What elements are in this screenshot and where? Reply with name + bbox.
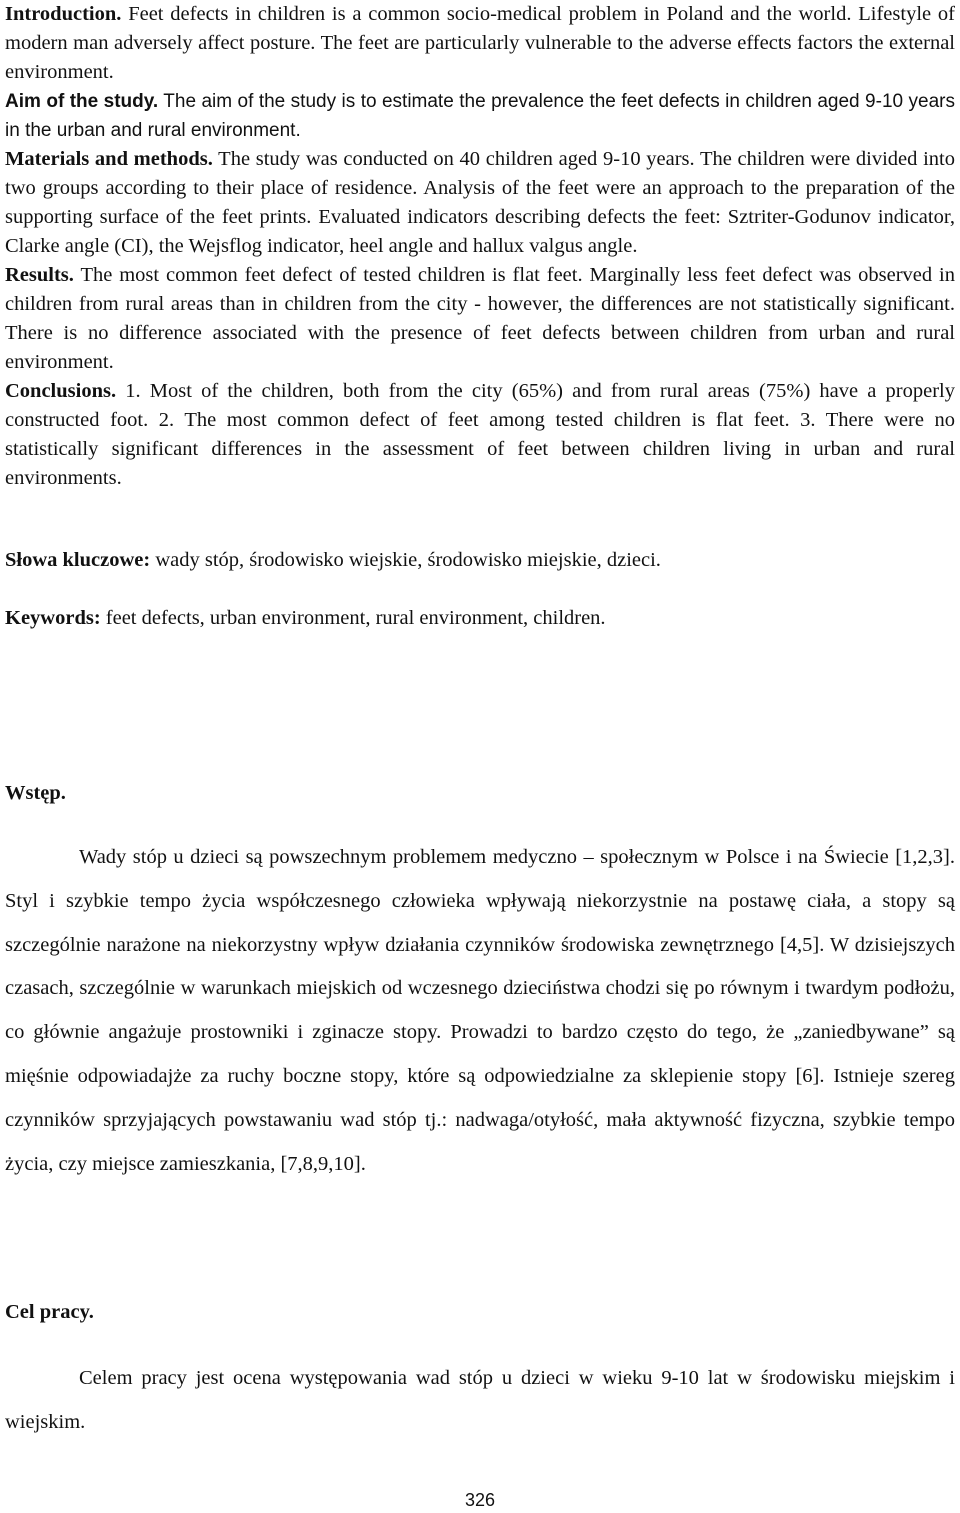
methods-text-2: The children were divided into two groups according to their place of residence. [5,148,955,199]
results-text: The most common feet defect of tested children is flat feet. Marginally less feet defect was observed in children from rural areas than in children from the city - however, the differences are not statistically significant. There is no difference associated with the presence of feet defects between children from urban and rural environment. [5,264,955,373]
methods-text-3: Analysis of the feet were an approach to the preparation of the supporting surface of the feet prints. [5,177,955,228]
section-heading-intro: Wstęp. [5,782,66,804]
intro-label: Introduction. [5,3,122,25]
keywords-en [5,604,606,633]
intro-text: Feet defects in children is a common socio-medical problem in Poland and the world. Lifestyle of modern man adversely affect posture. The feet are particularly vulnerable to the adverse effects factors the external environment. [5,3,955,83]
keywords-pl-text: wady stóp, środowisko wiejskie, środowisko miejskie, dzieci. [150,549,661,571]
keywords-pl [5,546,661,575]
keywords-pl-label: Słowa kluczowe: [5,549,151,571]
page [5,0,955,1433]
section-heading-aim: Cel pracy. [5,1301,94,1323]
conclusions-text: 1. Most of the children, both from the city (65%) and from rural areas (75%) have a properly constructed foot. 2. The most common defect of feet among tested children is flat feet. 3. There were no statistically significant differences in the assessment of feet between children living in urban and rural environments. [5,380,955,489]
page-number: 326 [464,1490,496,1510]
abstract [5,0,955,493]
conclusions-label: Conclusions. [5,380,117,402]
aim-label: Aim of the study. [5,91,159,112]
section-aim-text: Celem pracy jest ocena występowania wad stóp u dzieci w wieku 9-10 lat w środowisku miejskim i wiejskim. [5,1367,955,1433]
keywords-en-label: Keywords: [5,607,101,629]
keywords-en-text: feet defects, urban environment, rural environment, children. [100,607,606,629]
abstract-paragraph [5,0,955,493]
aim-text: The aim of the study is to estimate the prevalence the feet defects in children aged 9-10 years in the urban and rural environment. [5,91,955,141]
methods-label: Materials and methods. [5,148,213,170]
results-label: Results. [5,264,74,286]
methods-text-1: The study was conducted on 40 children aged 9-10 years. [212,148,695,170]
section-intro-text: Wady stóp u dzieci są powszechnym problemem medyczno – społecznym w Polsce i na Świecie [1,2,3]. Styl i szybkie tempo życia współczesnego człowieka wpływają niekorzystnie na postawę ciała, a stopy są szczególnie narażone na niekorzystny wpływ działania czynników środowiska zewnętrznego [4,5]. W dzisiejszych czasach, szczególnie w warunkach miejskich od wczesnego dzieciństwa chodzi się po równym i twardym podłożu, co głównie angażuje prostowniki i zginacze stopy. Prowadzi to bardzo często do tego, że „zaniedbywane” są mięśnie odpowiadajże za ruchy boczne stopy, które są odpowiedzialne za sklepienie stopy [6]. Istnieje szereg czynników sprzyjających powstawaniu wad stóp tj.: nadwaga/otyłość, mała aktywność fizyczna, szybkie tempo życia, czy miejsce zamieszkania, [7,8,9,10]. [5,846,955,1175]
methods-text-4: Evaluated indicators describing defects the feet: Sztriter-Godunov indicator, Clarke angle (CI), the Wejsflog indicator, heel angle and hallux valgus angle. [5,206,955,257]
